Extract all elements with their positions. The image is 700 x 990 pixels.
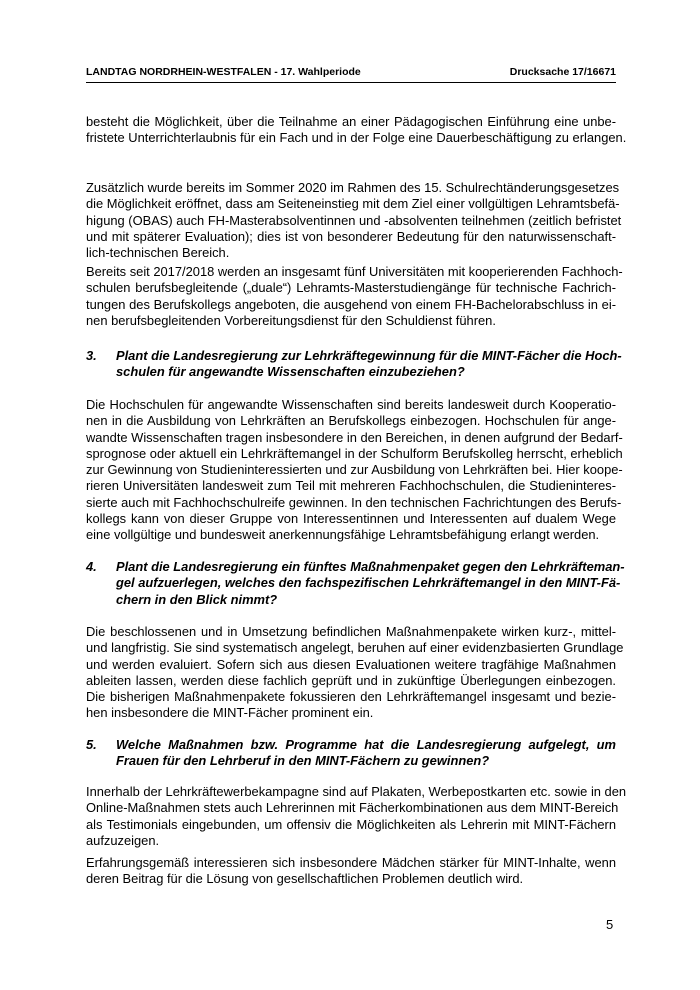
text-line: die Möglichkeit eröffnet, dass am Seiteneinstieg mit dem Ziel einer vollgültigen Lehramtsbefä-	[86, 196, 620, 212]
text-line: und mit späterer Evaluation); dies ist von besonderer Bedeutung für den naturwissenschaft-	[86, 228, 616, 244]
text-line: Zusätzlich wurde bereits im Sommer 2020 im Rahmen des 15. Schulrechtänderungsgesetzes	[86, 180, 620, 195]
text-line: Plant die Landesregierung zur Lehrkräftegewinnung für die MINT-Fächer die Hoch-	[116, 348, 622, 363]
text-line: tungen des Berufskollegs angeboten, die ausgehend von einem FH-Bachelorabschluss in ei-	[86, 296, 616, 312]
question-number: 3.	[86, 348, 97, 363]
paragraph-p3	[86, 264, 623, 329]
page-number: 5	[606, 917, 614, 932]
answer-5-part-1	[86, 784, 627, 849]
answer-3	[86, 397, 623, 544]
text-line: kollegs kann von dieser Gruppe von Interessentinnen und Interessenten auf dualem Wege	[86, 511, 616, 527]
text-line: ableiten lassen, werden diese fachlich geprüft und in zukünftige Überlegungen einbezogen.	[86, 672, 616, 688]
question-5	[86, 737, 616, 771]
text-line: nen berufsbegleitenden Vorbereitungsdienst für den Schuldienst führen.	[86, 312, 496, 328]
text-line: Die beschlossenen und in Umsetzung befindlichen Maßnahmenpakete wirken kurz-, mittel-	[86, 624, 616, 639]
text-line: eine vollgültige und bundesweit anerkennungsfähige Lehramtsbefähigung erlangt werden.	[86, 527, 600, 543]
text-line: deren Beitrag für die Lösung von gesellschaftlichen Problemen deutlich wird.	[86, 871, 524, 887]
text-line: als Testimonials eingebunden, um offensiv die Möglichkeiten als Lehrerin mit MINT-Fächern	[86, 816, 616, 832]
text-line: Innerhalb der Lehrkräftewerbekampagne sind auf Plakaten, Werbepostkarten etc. sowie in den	[86, 784, 627, 799]
question-number: 5.	[86, 737, 97, 752]
text-line: higung (OBAS) auch FH-Masterabsolventinnen und -absolventen teilnehmen (zeitlich befristet	[86, 212, 622, 228]
question-number: 4.	[86, 559, 97, 574]
paragraph-p2	[86, 180, 622, 261]
text-line: und werden evaluiert. Sofern sich aus diesen Evaluationen weitere tragfähige Maßnahmen	[86, 656, 616, 672]
text-line: aufzuzeigen.	[86, 832, 160, 848]
text-line: besteht die Möglichkeit, über die Teilnahme an einer Pädagogischen Einführung eine unbe-	[86, 114, 616, 129]
question-4	[86, 559, 625, 609]
text-line: rieren Universitäten landesweit zum Teil mit mehreren Fachhochschulen, die Studieninteres-	[86, 478, 616, 494]
text-line: fristete Unterrichterlaubnis für ein Fach und in der Folge eine Dauerbeschäftigung zu erlangen.	[86, 130, 627, 146]
text-line: wandte Wissenschaften tragen insbesondere in den Bereichen, in denen aufgrund der Bedarf-	[86, 429, 623, 445]
text-line: Plant die Landesregierung ein fünftes Maßnahmenpaket gegen den Lehrkräfteman-	[116, 559, 625, 574]
question-text	[86, 737, 616, 770]
text-line: Frauen für den Lehrberuf in den MINT-Fächern zu gewinnen?	[116, 753, 490, 769]
question-text	[86, 559, 625, 608]
text-line: sierte auch mit Fachhochschulreife gewinnen. In den technischen Fachrichtungen des Berufs-	[86, 494, 622, 510]
text-line: hen insbesondere die MINT-Fächer prominent ein.	[86, 705, 374, 721]
text-line: Welche Maßnahmen bzw. Programme hat die Landesregierung aufgelegt, um	[116, 737, 616, 752]
text-line: lich-technischen Bereich.	[86, 245, 230, 261]
header-document-number: Drucksache 17/16671	[509, 66, 616, 78]
answer-5-part-2	[86, 855, 616, 888]
question-3	[86, 348, 622, 382]
text-line: und langfristig. Sie sind systematisch angelegt, beruhen auf einer evidenzbasierten Grundlage	[86, 640, 624, 656]
text-line: schulen berufsbegleitende („duale“) Lehramts-Masterstudiengänge für technische Fachrich-	[86, 280, 616, 296]
page-header	[86, 64, 616, 83]
question-text	[86, 348, 622, 381]
text-line: gel aufzuerlegen, welches den fachspezifischen Lehrkräftemangel in den MINT-Fä-	[116, 575, 621, 591]
text-line: Die bisherigen Maßnahmenpakete fokussieren den Lehrkräftemangel insgesamt und bezie-	[86, 689, 616, 705]
header-parliament: LANDTAG NORDRHEIN-WESTFALEN - 17. Wahlperiode	[86, 66, 361, 78]
text-line: Bereits seit 2017/2018 werden an insgesamt fünf Universitäten mit kooperierenden Fachhoch-	[86, 264, 623, 279]
text-line: nen in die Ausbildung von Lehrkräften an Berufskollegs einbezogen. Hochschulen für ange-	[86, 413, 616, 429]
text-line: Erfahrungsgemäß interessieren sich insbesondere Mädchen stärker für MINT-Inhalte, wenn	[86, 855, 616, 870]
paragraph-p1	[86, 114, 627, 147]
answer-4	[86, 624, 624, 722]
text-line: chern in den Blick nimmt?	[116, 591, 278, 607]
text-line: sprognose oder aktuell ein Lehrkräftemangel in der Schulform Berufskolleg herrscht, erheblich	[86, 445, 623, 461]
text-line: schulen für angewandte Wissenschaften einzubeziehen?	[116, 364, 465, 380]
text-line: zur Gewinnung von Studieninteressierten und zur Ausbildung von Lehrkräften bei. Hier koope-	[86, 462, 623, 478]
text-line: Die Hochschulen für angewandte Wissenschaften sind bereits landesweit durch Kooperatio-	[86, 397, 616, 412]
text-line: Online-Maßnahmen stets auch Lehrerinnen mit Fächerkombinationen aus dem MINT-Bereich	[86, 800, 619, 816]
